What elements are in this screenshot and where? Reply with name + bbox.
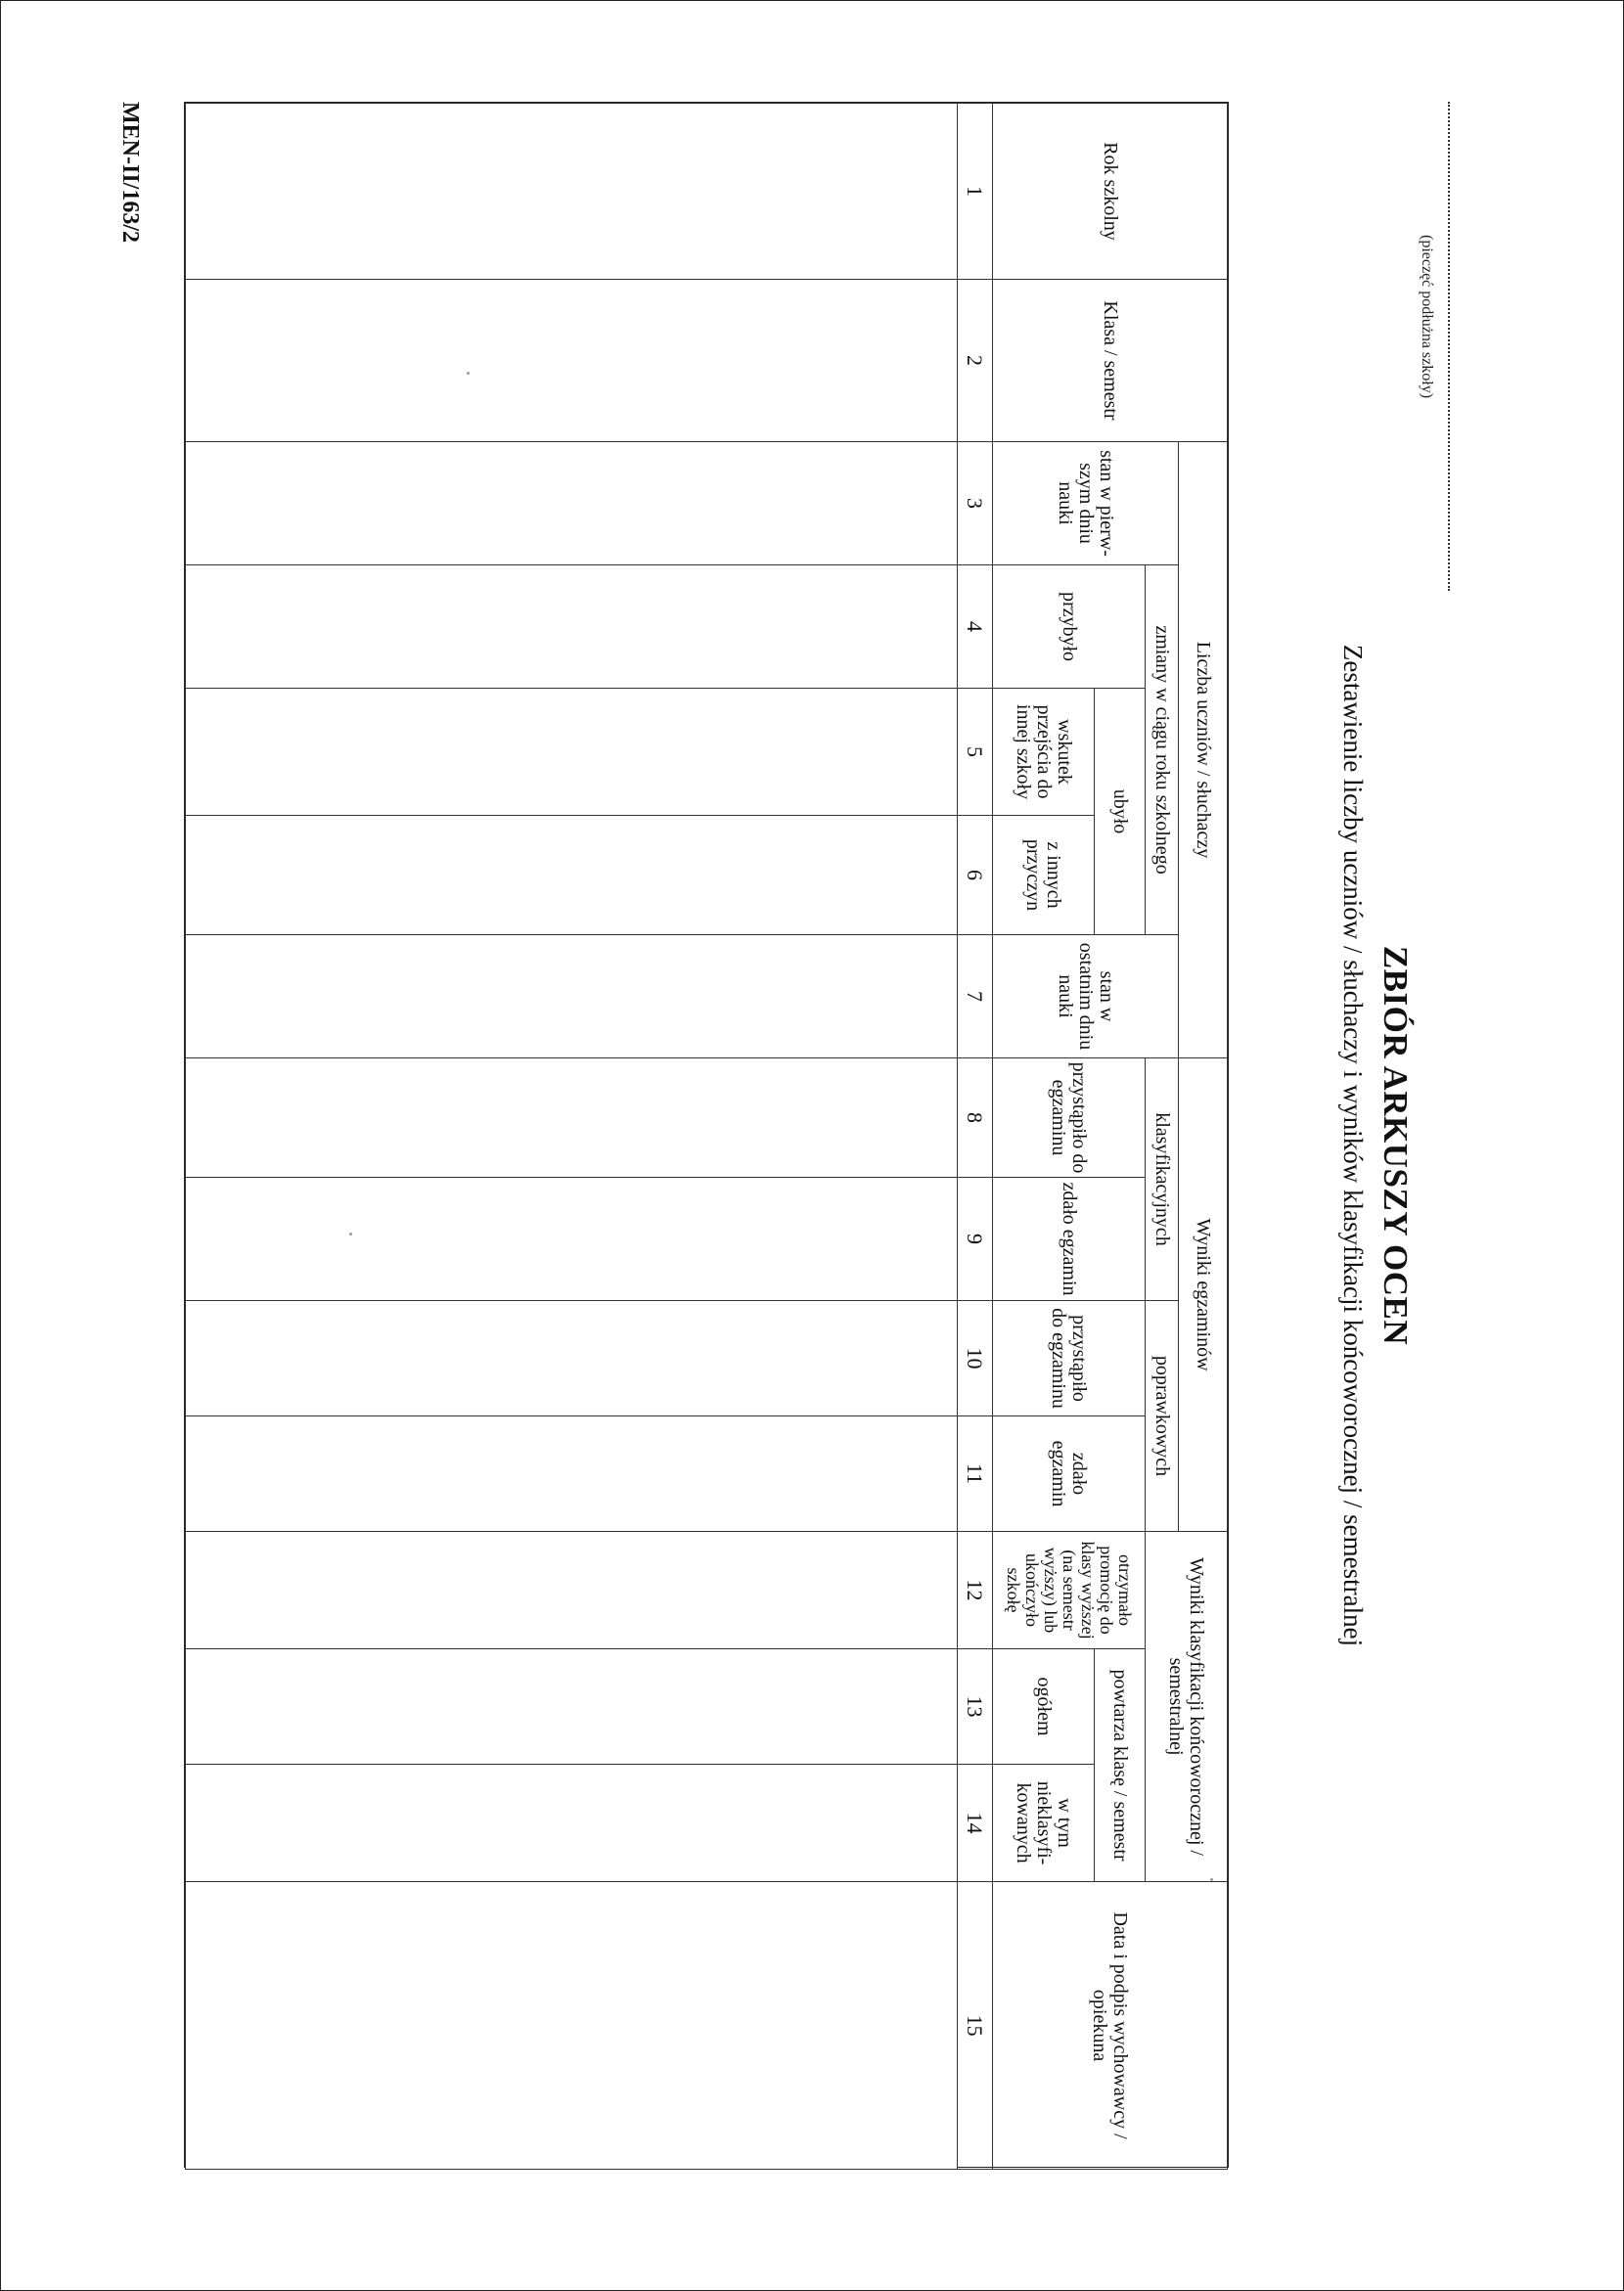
header-rok-szkolny: Rok szkolny	[993, 104, 1228, 280]
header-powtarza: powtarza klasę / semestr	[1095, 1649, 1146, 1882]
header-klasyfikacyjnych: klasyfikacyjnych	[1146, 1058, 1179, 1301]
header-wyniki-klasyfikacji: Wyniki klasyfikacji końcoworocznej / semestralnej	[1146, 1532, 1228, 1882]
column-number: 4	[958, 565, 993, 689]
data-cell-ogolem[interactable]	[186, 1649, 958, 1765]
data-cell-otrzymalo-promocje[interactable]	[186, 1532, 958, 1649]
form-code: MEN-II/163/2	[117, 102, 143, 243]
header-przybylo: przybyło	[993, 565, 1146, 689]
data-cell-rok-szkolny[interactable]	[186, 104, 958, 280]
header-zdalo-klasyf: zdało egzamin	[993, 1178, 1146, 1301]
scan-speck	[349, 1233, 352, 1235]
form-subtitle: Zestawienie liczby uczniów / słuchaczy i wyników klasyfikacji końcoworocznej / semestralnej	[1338, 644, 1368, 1647]
summary-table	[184, 102, 1229, 2168]
data-cell-wskutek-przejscia[interactable]	[186, 689, 958, 816]
column-number: 5	[958, 689, 993, 816]
header-ogolem: ogółem	[993, 1649, 1095, 1765]
column-number: 2	[958, 280, 993, 442]
header-w-tym-nieklasyfikowanych: w tym nieklasyfi-kowanych	[993, 1765, 1095, 1882]
column-number: 9	[958, 1178, 993, 1301]
column-number: 6	[958, 816, 993, 935]
column-number: 3	[958, 442, 993, 565]
column-number: 15	[958, 1882, 993, 2170]
data-cell-zdalo-popr[interactable]	[186, 1416, 958, 1532]
scan-speck	[1210, 1878, 1213, 1881]
data-cell-przystapilo-popr[interactable]	[186, 1301, 958, 1416]
data-cell-przystapilo-klasyf[interactable]	[186, 1058, 958, 1178]
scan-speck	[467, 372, 470, 375]
header-wskutek-przejscia: wskutek przejścia do innej szkoły	[993, 689, 1095, 816]
data-cell-stan-pierwszy[interactable]	[186, 442, 958, 565]
data-cell-klasa-semestr[interactable]	[186, 280, 958, 442]
header-otrzymalo-promocje: otrzymało promocję do klasy wyższej (na semestr wyższy) lub ukończyło szkołę	[993, 1532, 1146, 1649]
header-z-innych-przyczyn: z innych przyczyn	[993, 816, 1095, 935]
header-ubylo: ubyło	[1095, 689, 1146, 935]
data-cell-w-tym-nieklasyfikowanych[interactable]	[186, 1765, 958, 1882]
column-number: 7	[958, 935, 993, 1058]
data-cell-stan-ostatni[interactable]	[186, 935, 958, 1058]
header-klasa-semestr: Klasa / semestr	[993, 280, 1228, 442]
column-number: 8	[958, 1058, 993, 1178]
header-wyniki-egzaminow: Wyniki egzaminów	[1179, 1058, 1228, 1532]
header-zmiany: zmiany w ciągu roku szkolnego	[1146, 565, 1179, 935]
data-cell-przybylo[interactable]	[186, 565, 958, 689]
data-cell-zdalo-klasyf[interactable]	[186, 1178, 958, 1301]
header-stan-ostatni: stan w ostatnim dniu nauki	[993, 935, 1179, 1058]
header-poprawkowych: poprawkowych	[1146, 1301, 1179, 1532]
column-number: 11	[958, 1416, 993, 1532]
header-zdalo-popr: zdało egzamin	[993, 1416, 1146, 1532]
school-stamp-line	[1448, 102, 1450, 591]
header-przystapilo-klasyf: przystąpiło do egzaminu	[993, 1058, 1146, 1178]
form-title: ZBIÓR ARKUSZY OCEN	[1376, 945, 1415, 1346]
column-number: 10	[958, 1301, 993, 1416]
header-stan-pierwszy: stan w pierw-szym dniu nauki	[993, 442, 1179, 565]
column-number: 13	[958, 1649, 993, 1765]
column-number: 14	[958, 1765, 993, 1882]
header-data-podpis: Data i podpis wychowawcy / opiekuna	[993, 1882, 1228, 2170]
header-przystapilo-popr: przystąpiło do egzaminu	[993, 1301, 1146, 1416]
data-cell-z-innych-przyczyn[interactable]	[186, 816, 958, 935]
data-cell-data-podpis[interactable]	[186, 1882, 958, 2170]
school-stamp-label: (pieczęć podłużna szkoły)	[1419, 235, 1435, 399]
column-number: 12	[958, 1532, 993, 1649]
header-liczba-uczniow: Liczba uczniów / słuchaczy	[1179, 442, 1228, 1058]
column-number: 1	[958, 104, 993, 280]
